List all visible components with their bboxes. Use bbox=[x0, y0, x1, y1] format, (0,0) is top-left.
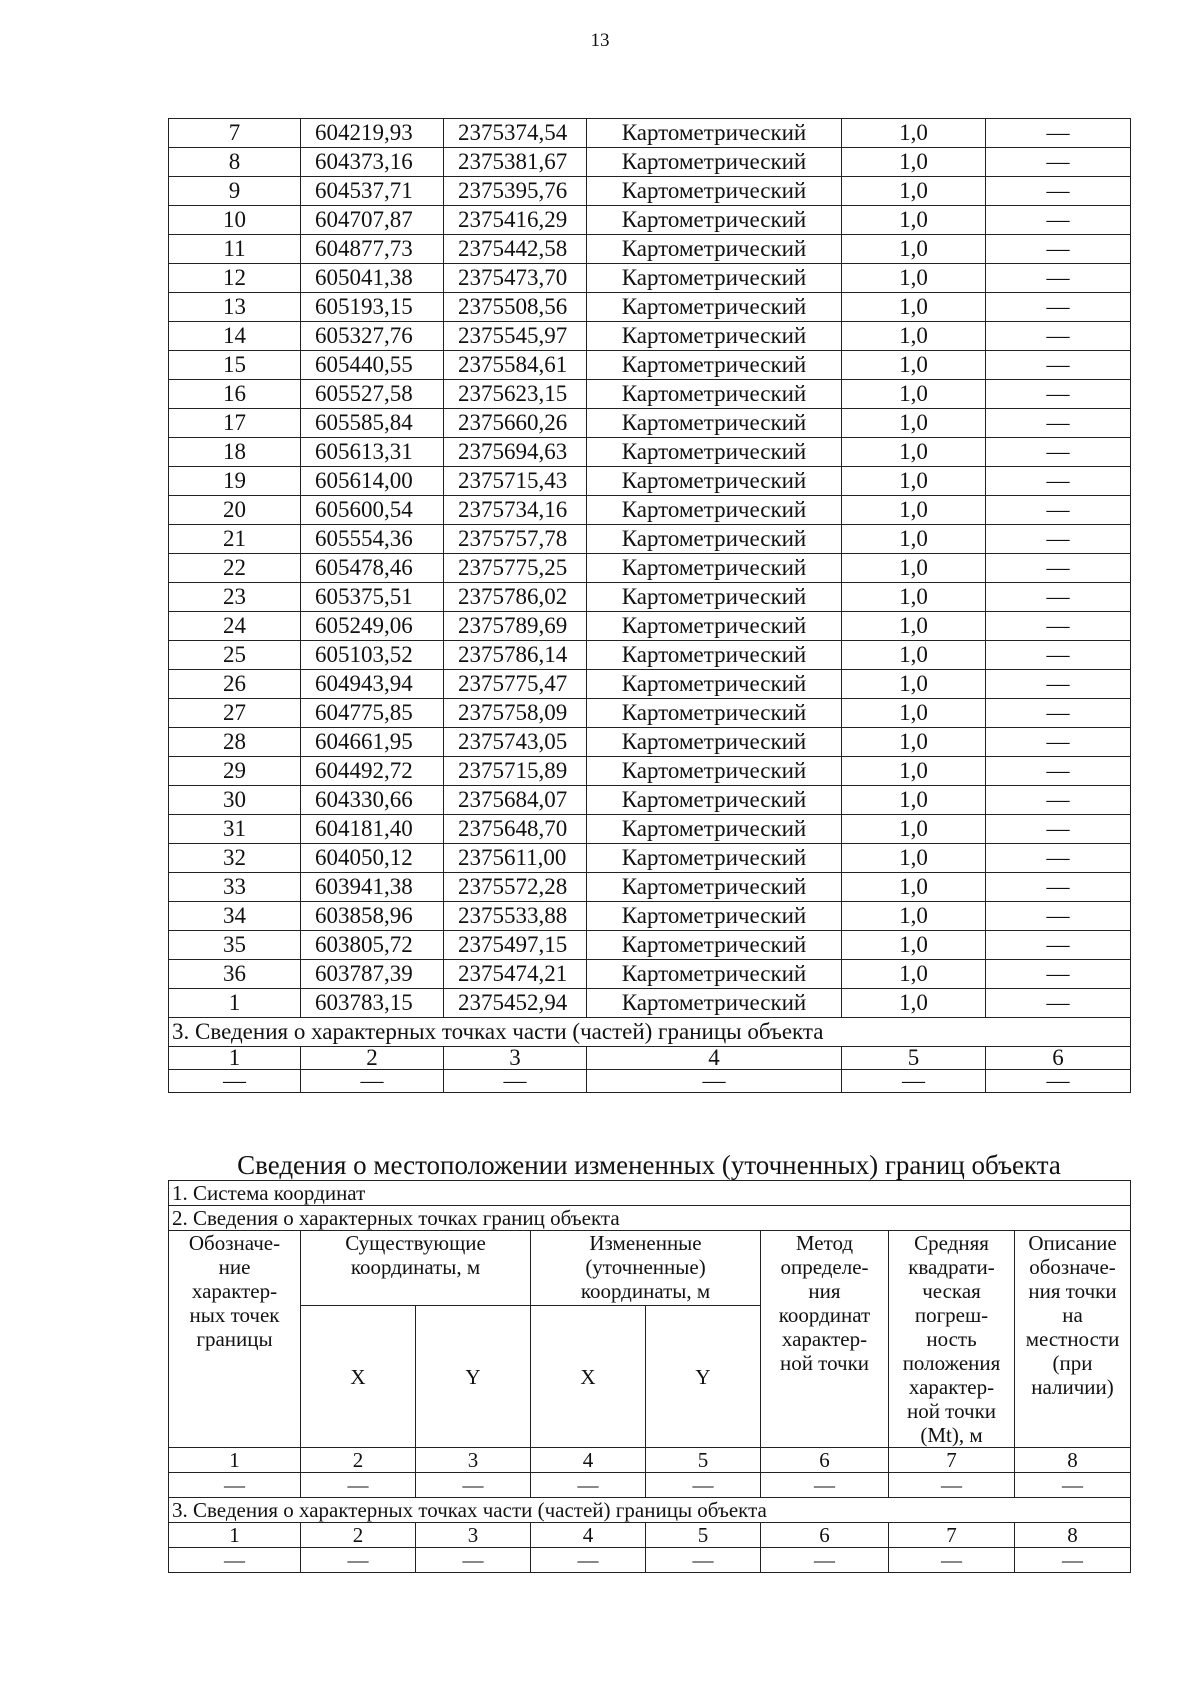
cell-point-number: 19 bbox=[169, 467, 301, 496]
empty-cell: — bbox=[761, 1473, 889, 1498]
column-number: 4 bbox=[587, 1047, 842, 1070]
cell-method: Картометрический bbox=[587, 293, 842, 322]
cell-mean-square-error: 1,0 bbox=[842, 293, 986, 322]
cell-description: — bbox=[986, 148, 1131, 177]
cell-point-number: 32 bbox=[169, 844, 301, 873]
header-mean-square-error: Средняя квадрати- ческая погреш- ность положения характер- ной точки (Mt), м bbox=[889, 1231, 1015, 1448]
cell-description: — bbox=[986, 786, 1131, 815]
cell-point-number: 31 bbox=[169, 815, 301, 844]
cell-coord-y: 2375416,29 bbox=[444, 206, 587, 235]
cell-coord-x: 605585,84 bbox=[301, 409, 444, 438]
cell-mean-square-error: 1,0 bbox=[842, 902, 986, 931]
cell-point-number: 26 bbox=[169, 670, 301, 699]
cell-method: Картометрический bbox=[587, 728, 842, 757]
cell-method: Картометрический bbox=[587, 670, 842, 699]
table-row bbox=[169, 351, 1131, 380]
cell-coord-y: 2375533,88 bbox=[444, 902, 587, 931]
column-number: 2 bbox=[301, 1047, 444, 1070]
cell-point-number: 10 bbox=[169, 206, 301, 235]
table-row bbox=[169, 641, 1131, 670]
cell-point-number: 14 bbox=[169, 322, 301, 351]
cell-description: — bbox=[986, 931, 1131, 960]
table-row bbox=[169, 496, 1131, 525]
cell-coord-x: 603783,15 bbox=[301, 989, 444, 1018]
cell-description: — bbox=[986, 902, 1131, 931]
empty-data-row bbox=[169, 1070, 1131, 1093]
cell-method: Картометрический bbox=[587, 554, 842, 583]
cell-mean-square-error: 1,0 bbox=[842, 989, 986, 1018]
column-number: 1 bbox=[169, 1448, 301, 1473]
cell-mean-square-error: 1,0 bbox=[842, 380, 986, 409]
cell-coord-y: 2375789,69 bbox=[444, 612, 587, 641]
cell-mean-square-error: 1,0 bbox=[842, 264, 986, 293]
column-number-row bbox=[169, 1047, 1131, 1070]
boundary-points-section-row bbox=[169, 1206, 1131, 1231]
cell-mean-square-error: 1,0 bbox=[842, 728, 986, 757]
cell-point-number: 13 bbox=[169, 293, 301, 322]
cell-coord-y: 2375508,56 bbox=[444, 293, 587, 322]
column-number: 5 bbox=[646, 1523, 761, 1548]
cell-coord-y: 2375584,61 bbox=[444, 351, 587, 380]
empty-cell: — bbox=[889, 1473, 1015, 1498]
table-row bbox=[169, 873, 1131, 902]
coordinate-system-label: 1. Система координат bbox=[169, 1181, 1131, 1206]
cell-method: Картометрический bbox=[587, 119, 842, 148]
coordinate-system-row bbox=[169, 1181, 1131, 1206]
cell-coord-x: 603858,96 bbox=[301, 902, 444, 931]
header-changed-coordinates: Измененные (уточненные) координаты, м bbox=[531, 1231, 761, 1306]
cell-coord-y: 2375623,15 bbox=[444, 380, 587, 409]
table-row bbox=[169, 438, 1131, 467]
empty-cell: — bbox=[646, 1473, 761, 1498]
column-number: 4 bbox=[531, 1523, 646, 1548]
cell-coord-y: 2375545,97 bbox=[444, 322, 587, 351]
empty-cell: — bbox=[761, 1548, 889, 1573]
cell-method: Картометрический bbox=[587, 438, 842, 467]
cell-mean-square-error: 1,0 bbox=[842, 322, 986, 351]
cell-coord-y: 2375381,67 bbox=[444, 148, 587, 177]
boundary-points-section-label: 2. Сведения о характерных точках границ объекта bbox=[169, 1206, 1131, 1231]
cell-point-number: 11 bbox=[169, 235, 301, 264]
column-number: 8 bbox=[1015, 1523, 1131, 1548]
table-row bbox=[169, 902, 1131, 931]
empty-cell: — bbox=[169, 1548, 301, 1573]
cell-mean-square-error: 1,0 bbox=[842, 206, 986, 235]
empty-cell: — bbox=[1015, 1473, 1131, 1498]
empty-cell: — bbox=[301, 1070, 444, 1093]
cell-coord-x: 605375,51 bbox=[301, 583, 444, 612]
header-changed-y: Y bbox=[646, 1306, 761, 1448]
column-number: 2 bbox=[301, 1523, 416, 1548]
cell-point-number: 36 bbox=[169, 960, 301, 989]
empty-cell: — bbox=[587, 1070, 842, 1093]
table-row bbox=[169, 670, 1131, 699]
cell-coord-x: 604537,71 bbox=[301, 177, 444, 206]
table-row bbox=[169, 148, 1131, 177]
header-existing-x: X bbox=[301, 1306, 416, 1448]
cell-method: Картометрический bbox=[587, 148, 842, 177]
column-number: 7 bbox=[889, 1448, 1015, 1473]
cell-coord-x: 605193,15 bbox=[301, 293, 444, 322]
cell-coord-x: 605527,58 bbox=[301, 380, 444, 409]
cell-mean-square-error: 1,0 bbox=[842, 699, 986, 728]
cell-method: Картометрический bbox=[587, 235, 842, 264]
cell-coord-x: 604373,16 bbox=[301, 148, 444, 177]
table-row bbox=[169, 293, 1131, 322]
cell-point-number: 27 bbox=[169, 699, 301, 728]
cell-mean-square-error: 1,0 bbox=[842, 496, 986, 525]
cell-coord-x: 604661,95 bbox=[301, 728, 444, 757]
part-points-section-label: 3. Сведения о характерных точках части (частей) границы объекта bbox=[169, 1018, 1131, 1047]
cell-description: — bbox=[986, 989, 1131, 1018]
cell-method: Картометрический bbox=[587, 467, 842, 496]
cell-point-number: 16 bbox=[169, 380, 301, 409]
cell-description: — bbox=[986, 554, 1131, 583]
cell-point-number: 22 bbox=[169, 554, 301, 583]
header-existing-y: Y bbox=[416, 1306, 531, 1448]
column-number: 1 bbox=[169, 1523, 301, 1548]
table-row bbox=[169, 409, 1131, 438]
cell-point-number: 20 bbox=[169, 496, 301, 525]
cell-point-number: 30 bbox=[169, 786, 301, 815]
cell-coord-x: 604330,66 bbox=[301, 786, 444, 815]
table-row bbox=[169, 699, 1131, 728]
cell-method: Картометрический bbox=[587, 873, 842, 902]
cell-point-number: 24 bbox=[169, 612, 301, 641]
cell-coord-y: 2375684,07 bbox=[444, 786, 587, 815]
cell-coord-x: 605600,54 bbox=[301, 496, 444, 525]
cell-method: Картометрический bbox=[587, 583, 842, 612]
cell-coord-y: 2375734,16 bbox=[444, 496, 587, 525]
cell-mean-square-error: 1,0 bbox=[842, 641, 986, 670]
cell-mean-square-error: 1,0 bbox=[842, 467, 986, 496]
cell-coord-x: 605614,00 bbox=[301, 467, 444, 496]
cell-coord-x: 605327,76 bbox=[301, 322, 444, 351]
empty-cell: — bbox=[416, 1473, 531, 1498]
table-row bbox=[169, 786, 1131, 815]
column-number-row bbox=[169, 1523, 1131, 1548]
cell-point-number: 9 bbox=[169, 177, 301, 206]
header-existing-coordinates: Существующие координаты, м bbox=[301, 1231, 531, 1306]
column-number: 5 bbox=[646, 1448, 761, 1473]
cell-description: — bbox=[986, 699, 1131, 728]
cell-coord-x: 604707,87 bbox=[301, 206, 444, 235]
empty-cell: — bbox=[169, 1473, 301, 1498]
cell-coord-y: 2375743,05 bbox=[444, 728, 587, 757]
cell-mean-square-error: 1,0 bbox=[842, 119, 986, 148]
cell-description: — bbox=[986, 380, 1131, 409]
cell-method: Картометрический bbox=[587, 641, 842, 670]
part-points-section-label: 3. Сведения о характерных точках части (частей) границы объекта bbox=[169, 1498, 1131, 1523]
cell-coord-x: 605103,52 bbox=[301, 641, 444, 670]
cell-coord-x: 603805,72 bbox=[301, 931, 444, 960]
header-row bbox=[169, 1231, 1131, 1306]
table-row bbox=[169, 931, 1131, 960]
cell-mean-square-error: 1,0 bbox=[842, 815, 986, 844]
cell-point-number: 33 bbox=[169, 873, 301, 902]
cell-point-number: 1 bbox=[169, 989, 301, 1018]
cell-coord-y: 2375442,58 bbox=[444, 235, 587, 264]
table-row bbox=[169, 612, 1131, 641]
cell-mean-square-error: 1,0 bbox=[842, 844, 986, 873]
header-description: Описание обозначе- ния точки на местности (при наличии) bbox=[1015, 1231, 1131, 1448]
cell-description: — bbox=[986, 844, 1131, 873]
cell-method: Картометрический bbox=[587, 931, 842, 960]
cell-method: Картометрический bbox=[587, 815, 842, 844]
cell-method: Картометрический bbox=[587, 757, 842, 786]
cell-description: — bbox=[986, 815, 1131, 844]
cell-point-number: 29 bbox=[169, 757, 301, 786]
cell-coord-y: 2375611,00 bbox=[444, 844, 587, 873]
cell-mean-square-error: 1,0 bbox=[842, 148, 986, 177]
cell-coord-y: 2375473,70 bbox=[444, 264, 587, 293]
cell-description: — bbox=[986, 409, 1131, 438]
cell-coord-x: 605478,46 bbox=[301, 554, 444, 583]
cell-description: — bbox=[986, 235, 1131, 264]
cell-mean-square-error: 1,0 bbox=[842, 960, 986, 989]
cell-method: Картометрический bbox=[587, 206, 842, 235]
column-number: 3 bbox=[416, 1523, 531, 1548]
empty-cell: — bbox=[444, 1070, 587, 1093]
empty-cell: — bbox=[842, 1070, 986, 1093]
table-row bbox=[169, 235, 1131, 264]
empty-cell: — bbox=[301, 1548, 416, 1573]
cell-point-number: 15 bbox=[169, 351, 301, 380]
cell-point-number: 35 bbox=[169, 931, 301, 960]
cell-point-number: 34 bbox=[169, 902, 301, 931]
empty-cell: — bbox=[169, 1070, 301, 1093]
cell-coord-x: 605613,31 bbox=[301, 438, 444, 467]
cell-mean-square-error: 1,0 bbox=[842, 554, 986, 583]
table-row bbox=[169, 583, 1131, 612]
column-number: 5 bbox=[842, 1047, 986, 1070]
column-number: 6 bbox=[761, 1523, 889, 1548]
cell-point-number: 21 bbox=[169, 525, 301, 554]
cell-mean-square-error: 1,0 bbox=[842, 757, 986, 786]
column-number: 7 bbox=[889, 1523, 1015, 1548]
cell-coord-y: 2375786,14 bbox=[444, 641, 587, 670]
cell-description: — bbox=[986, 264, 1131, 293]
table-row bbox=[169, 467, 1131, 496]
table-row bbox=[169, 989, 1131, 1018]
cell-description: — bbox=[986, 583, 1131, 612]
cell-mean-square-error: 1,0 bbox=[842, 525, 986, 554]
cell-coord-y: 2375648,70 bbox=[444, 815, 587, 844]
empty-cell: — bbox=[1015, 1548, 1131, 1573]
table-row bbox=[169, 177, 1131, 206]
table-row bbox=[169, 322, 1131, 351]
empty-data-row bbox=[169, 1548, 1131, 1573]
cell-coord-x: 604181,40 bbox=[301, 815, 444, 844]
cell-mean-square-error: 1,0 bbox=[842, 351, 986, 380]
cell-coord-x: 605041,38 bbox=[301, 264, 444, 293]
header-method: Метод определе- ния координат характер- ной точки bbox=[761, 1231, 889, 1448]
cell-point-number: 25 bbox=[169, 641, 301, 670]
cell-description: — bbox=[986, 119, 1131, 148]
cell-method: Картометрический bbox=[587, 612, 842, 641]
cell-mean-square-error: 1,0 bbox=[842, 670, 986, 699]
cell-method: Картометрический bbox=[587, 989, 842, 1018]
part-points-section-row bbox=[169, 1018, 1131, 1047]
column-number: 1 bbox=[169, 1047, 301, 1070]
cell-mean-square-error: 1,0 bbox=[842, 612, 986, 641]
cell-coord-y: 2375660,26 bbox=[444, 409, 587, 438]
cell-coord-x: 603941,38 bbox=[301, 873, 444, 902]
cell-coord-y: 2375374,54 bbox=[444, 119, 587, 148]
cell-mean-square-error: 1,0 bbox=[842, 931, 986, 960]
cell-coord-x: 604775,85 bbox=[301, 699, 444, 728]
cell-method: Картометрический bbox=[587, 844, 842, 873]
table-row bbox=[169, 380, 1131, 409]
table-row bbox=[169, 728, 1131, 757]
cell-description: — bbox=[986, 293, 1131, 322]
cell-mean-square-error: 1,0 bbox=[842, 873, 986, 902]
cell-description: — bbox=[986, 351, 1131, 380]
cell-mean-square-error: 1,0 bbox=[842, 409, 986, 438]
cell-coord-y: 2375715,89 bbox=[444, 757, 587, 786]
cell-method: Картометрический bbox=[587, 496, 842, 525]
header-point-designation: Обозначе- ние характер- ных точек границы bbox=[169, 1231, 301, 1448]
cell-mean-square-error: 1,0 bbox=[842, 583, 986, 612]
cell-method: Картометрический bbox=[587, 960, 842, 989]
table-row bbox=[169, 815, 1131, 844]
cell-description: — bbox=[986, 612, 1131, 641]
cell-description: — bbox=[986, 728, 1131, 757]
cell-method: Картометрический bbox=[587, 525, 842, 554]
column-number: 2 bbox=[301, 1448, 416, 1473]
cell-description: — bbox=[986, 467, 1131, 496]
empty-cell: — bbox=[531, 1473, 646, 1498]
cell-point-number: 12 bbox=[169, 264, 301, 293]
cell-point-number: 23 bbox=[169, 583, 301, 612]
cell-coord-y: 2375786,02 bbox=[444, 583, 587, 612]
cell-description: — bbox=[986, 525, 1131, 554]
cell-mean-square-error: 1,0 bbox=[842, 438, 986, 467]
table-row bbox=[169, 264, 1131, 293]
cell-coord-y: 2375775,25 bbox=[444, 554, 587, 583]
cell-description: — bbox=[986, 670, 1131, 699]
empty-cell: — bbox=[986, 1070, 1131, 1093]
cell-point-number: 7 bbox=[169, 119, 301, 148]
cell-point-number: 8 bbox=[169, 148, 301, 177]
column-number: 6 bbox=[761, 1448, 889, 1473]
cell-mean-square-error: 1,0 bbox=[842, 235, 986, 264]
cell-method: Картометрический bbox=[587, 699, 842, 728]
column-number: 6 bbox=[986, 1047, 1131, 1070]
empty-cell: — bbox=[889, 1548, 1015, 1573]
empty-cell: — bbox=[301, 1473, 416, 1498]
cell-point-number: 28 bbox=[169, 728, 301, 757]
cell-description: — bbox=[986, 873, 1131, 902]
column-number-row bbox=[169, 1448, 1131, 1473]
changed-boundaries-table bbox=[168, 1180, 1131, 1573]
cell-coord-y: 2375758,09 bbox=[444, 699, 587, 728]
column-number: 3 bbox=[444, 1047, 587, 1070]
cell-description: — bbox=[986, 177, 1131, 206]
cell-coord-y: 2375757,78 bbox=[444, 525, 587, 554]
boundary-points-table bbox=[168, 118, 1131, 1093]
table-row bbox=[169, 206, 1131, 235]
cell-coord-x: 604219,93 bbox=[301, 119, 444, 148]
cell-method: Картометрический bbox=[587, 902, 842, 931]
cell-coord-y: 2375694,63 bbox=[444, 438, 587, 467]
table-row bbox=[169, 960, 1131, 989]
column-number: 4 bbox=[531, 1448, 646, 1473]
cell-description: — bbox=[986, 757, 1131, 786]
empty-cell: — bbox=[531, 1548, 646, 1573]
section-heading: Сведения о местоположении измененных (уточненных) границ объекта bbox=[237, 1150, 1061, 1180]
cell-method: Картометрический bbox=[587, 351, 842, 380]
cell-coord-x: 605554,36 bbox=[301, 525, 444, 554]
cell-method: Картометрический bbox=[587, 409, 842, 438]
cell-coord-x: 605440,55 bbox=[301, 351, 444, 380]
empty-data-row bbox=[169, 1473, 1131, 1498]
cell-description: — bbox=[986, 206, 1131, 235]
cell-method: Картометрический bbox=[587, 786, 842, 815]
cell-coord-x: 605249,06 bbox=[301, 612, 444, 641]
cell-description: — bbox=[986, 322, 1131, 351]
cell-coord-y: 2375474,21 bbox=[444, 960, 587, 989]
cell-coord-y: 2375775,47 bbox=[444, 670, 587, 699]
cell-description: — bbox=[986, 438, 1131, 467]
cell-coord-y: 2375715,43 bbox=[444, 467, 587, 496]
cell-method: Картометрический bbox=[587, 322, 842, 351]
table-row bbox=[169, 525, 1131, 554]
cell-coord-x: 604943,94 bbox=[301, 670, 444, 699]
empty-cell: — bbox=[646, 1548, 761, 1573]
cell-point-number: 17 bbox=[169, 409, 301, 438]
cell-coord-y: 2375572,28 bbox=[444, 873, 587, 902]
cell-coord-x: 604877,73 bbox=[301, 235, 444, 264]
cell-mean-square-error: 1,0 bbox=[842, 786, 986, 815]
cell-coord-y: 2375395,76 bbox=[444, 177, 587, 206]
table-row bbox=[169, 119, 1131, 148]
column-number: 8 bbox=[1015, 1448, 1131, 1473]
cell-point-number: 18 bbox=[169, 438, 301, 467]
cell-description: — bbox=[986, 496, 1131, 525]
header-changed-x: X bbox=[531, 1306, 646, 1448]
column-number: 3 bbox=[416, 1448, 531, 1473]
cell-method: Картометрический bbox=[587, 380, 842, 409]
page-number: 13 bbox=[590, 30, 610, 51]
cell-mean-square-error: 1,0 bbox=[842, 177, 986, 206]
empty-cell: — bbox=[416, 1548, 531, 1573]
cell-coord-x: 604050,12 bbox=[301, 844, 444, 873]
cell-method: Картометрический bbox=[587, 177, 842, 206]
table-row bbox=[169, 844, 1131, 873]
table-row bbox=[169, 757, 1131, 786]
cell-coord-x: 603787,39 bbox=[301, 960, 444, 989]
part-points-section-row bbox=[169, 1498, 1131, 1523]
cell-description: — bbox=[986, 641, 1131, 670]
cell-coord-x: 604492,72 bbox=[301, 757, 444, 786]
table-row bbox=[169, 554, 1131, 583]
cell-method: Картометрический bbox=[587, 264, 842, 293]
cell-coord-y: 2375497,15 bbox=[444, 931, 587, 960]
cell-coord-y: 2375452,94 bbox=[444, 989, 587, 1018]
cell-description: — bbox=[986, 960, 1131, 989]
